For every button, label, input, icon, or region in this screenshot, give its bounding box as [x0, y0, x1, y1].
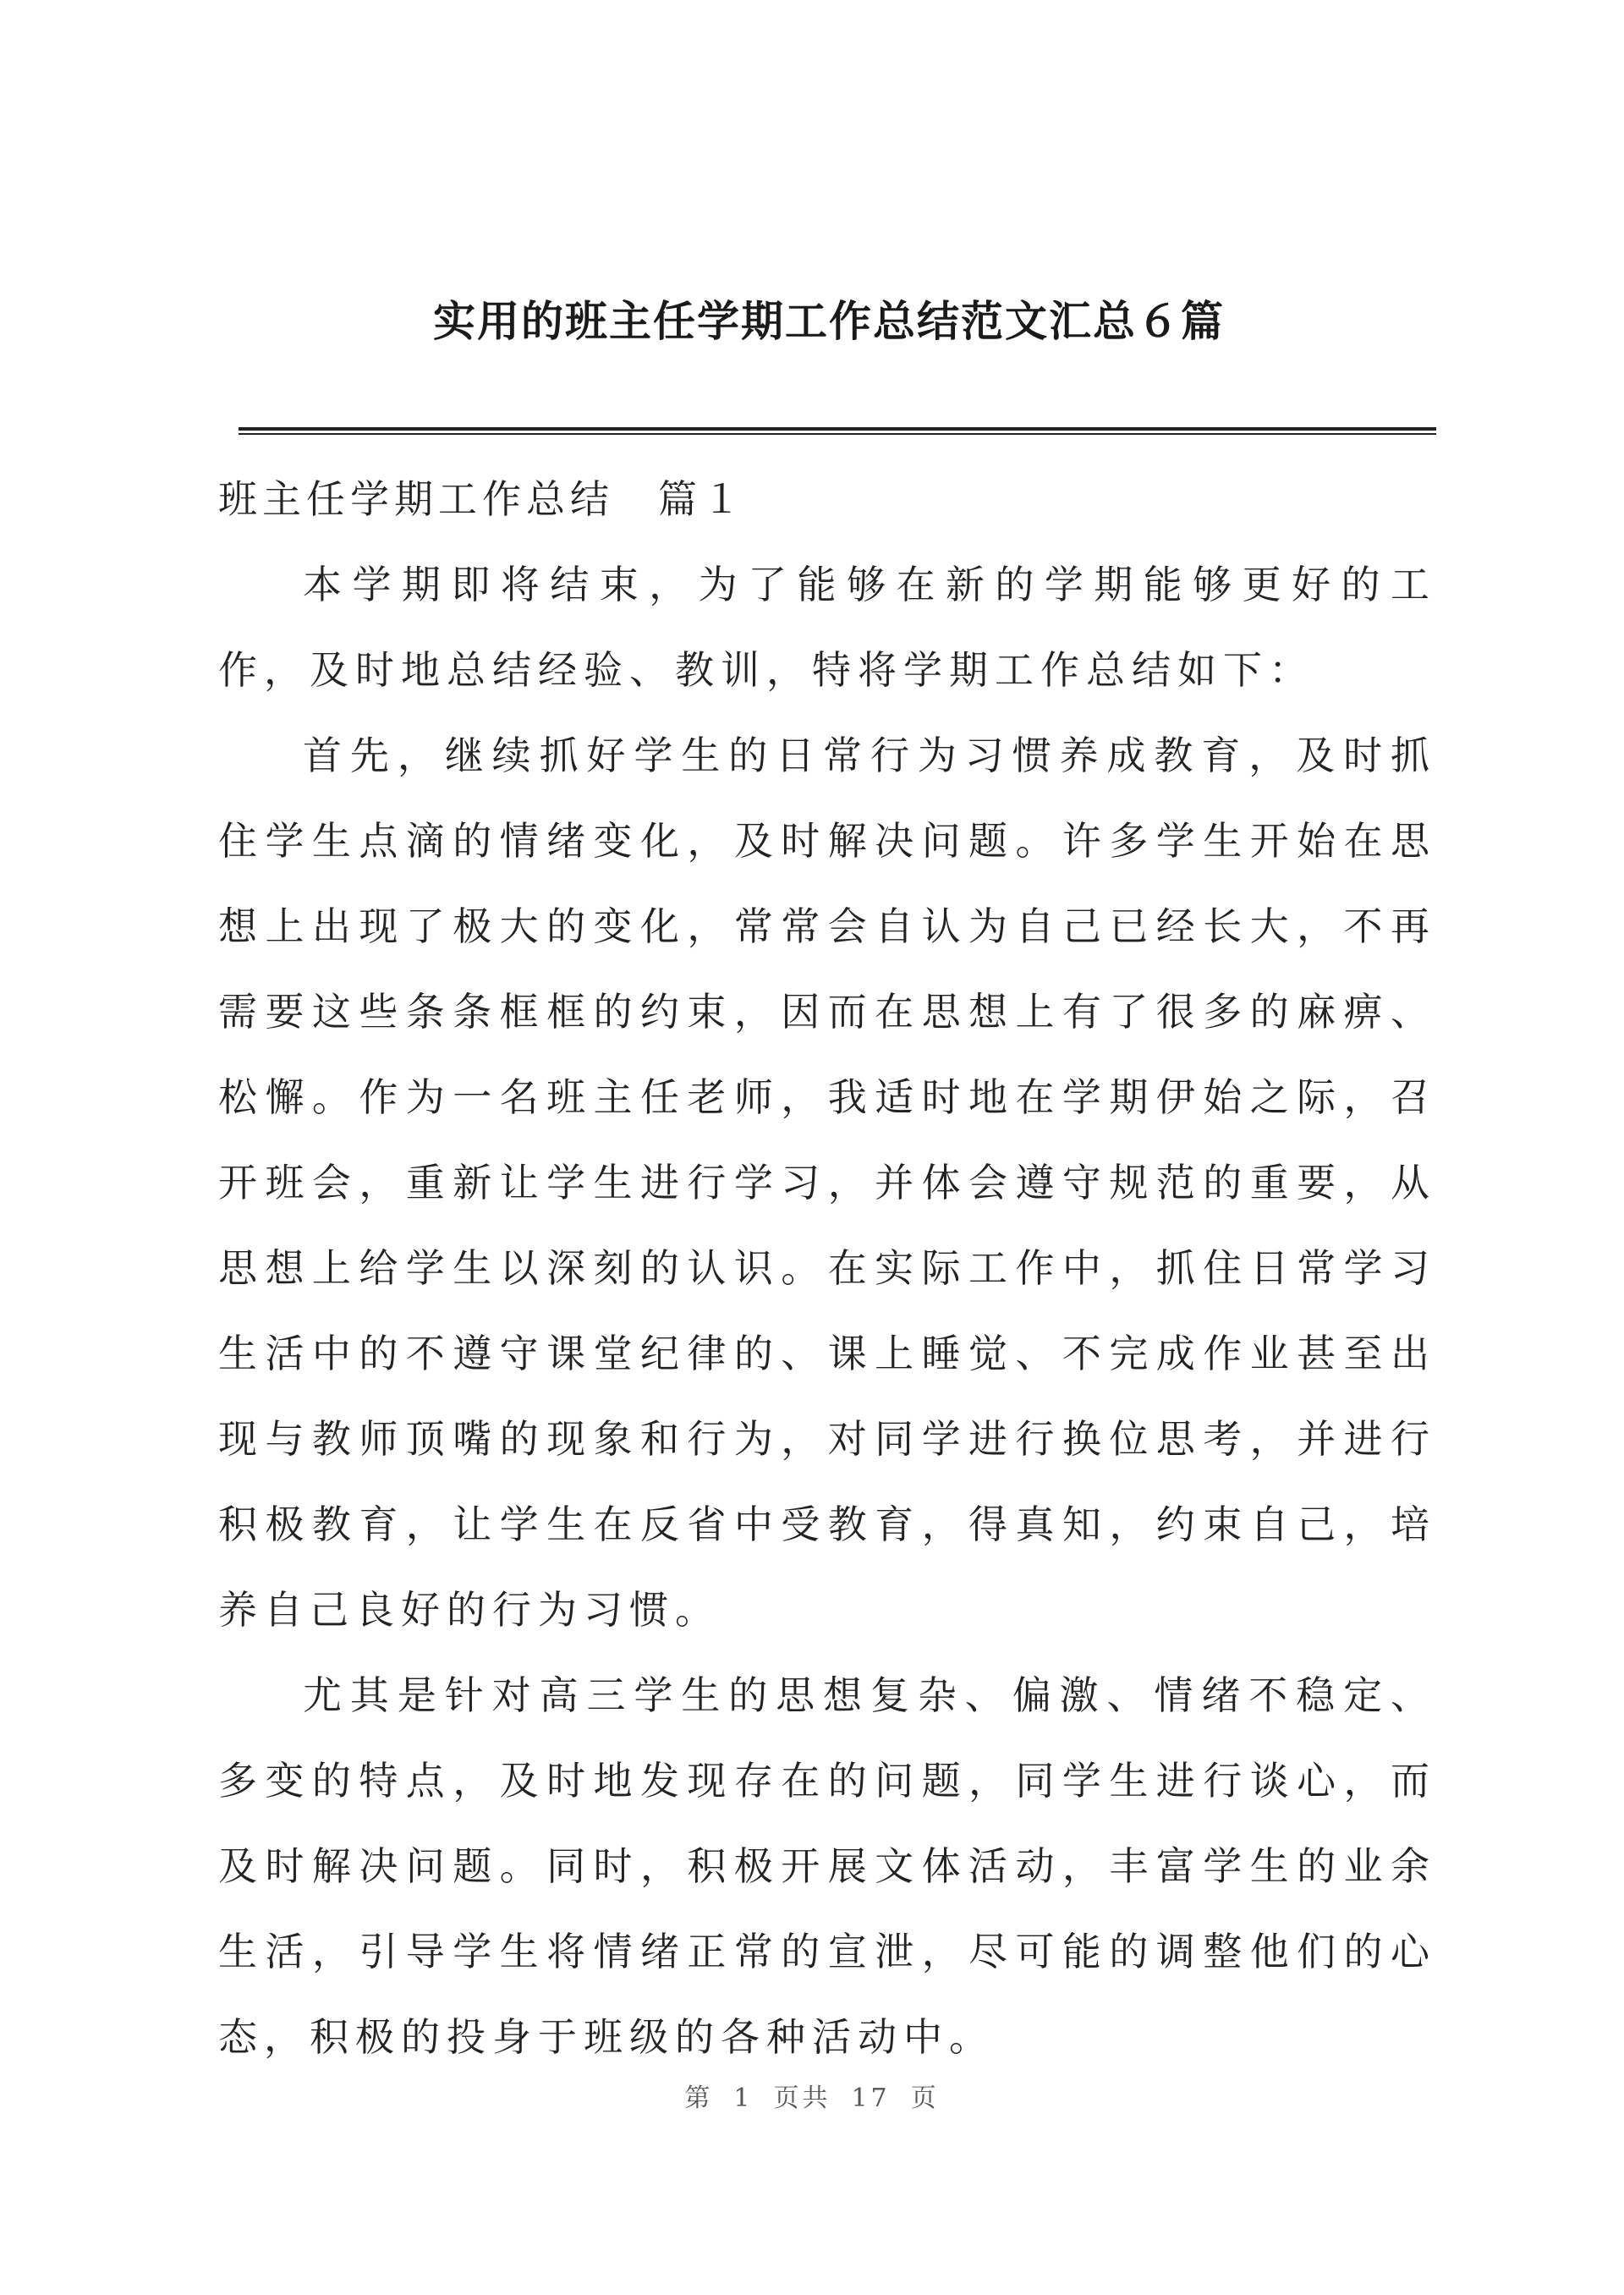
section-heading: 班主任学期工作总结 篇１: [218, 476, 746, 522]
page-footer: [0, 2077, 1624, 2114]
footer-total-pages: 17: [851, 2084, 891, 2113]
document-body: [218, 457, 1436, 2080]
footer-current-page: 1: [733, 2084, 754, 2113]
footer-label-page: 第: [684, 2084, 714, 2113]
footer-label-of: 页共: [773, 2084, 831, 2113]
paragraph-intro: 本学期即将结束，为了能够在新的学期能够更好的工作，及时地总结经验、教训，特将学期工作总结如下：: [218, 562, 1436, 693]
title-double-rule: [239, 427, 1436, 436]
footer-label-pages: 页: [910, 2084, 940, 2113]
paragraph-senior-students: 尤其是针对高三学生的思想复杂、偏激、情绪不稳定、多变的特点，及时地发现存在的问题，同学生进行谈心，而及时解决问题。同时，积极开展文体活动，丰富学生的业余生活，引导学生将情绪正常的宣泄，尽可能的调整他们的心态，积极的投身于班级的各种活动中。: [218, 1672, 1436, 2060]
document-title: 实用的班主任学期工作总结范文汇总６篇: [433, 296, 1225, 346]
title-rule-thin: [239, 433, 1436, 435]
title-rule-thick: [239, 427, 1436, 431]
paragraph-habits: 首先，继续抓好学生的日常行为习惯养成教育，及时抓住学生点滴的情绪变化，及时解决问题。许多学生开始在思想上出现了极大的变化，常常会自认为自己已经长大，不再需要这些条条框框的约束，因而在思想上有了很多的麻痹、松懈。作为一名班主任老师，我适时地在学期伊始之际，召开班会，重新让学生进行学习，并体会遵守规范的重要，从思想上给学生以深刻的认识。在实际工作中，抓住日常学习生活中的不遵守课堂纪律的、课上睡觉、不完成作业甚至出现与教师顶嘴的现象和行为，对同学进行换位思考，并进行积极教育，让学生在反省中受教育，得真知，约束自己，培养自己良好的行为习惯。: [218, 733, 1436, 1633]
